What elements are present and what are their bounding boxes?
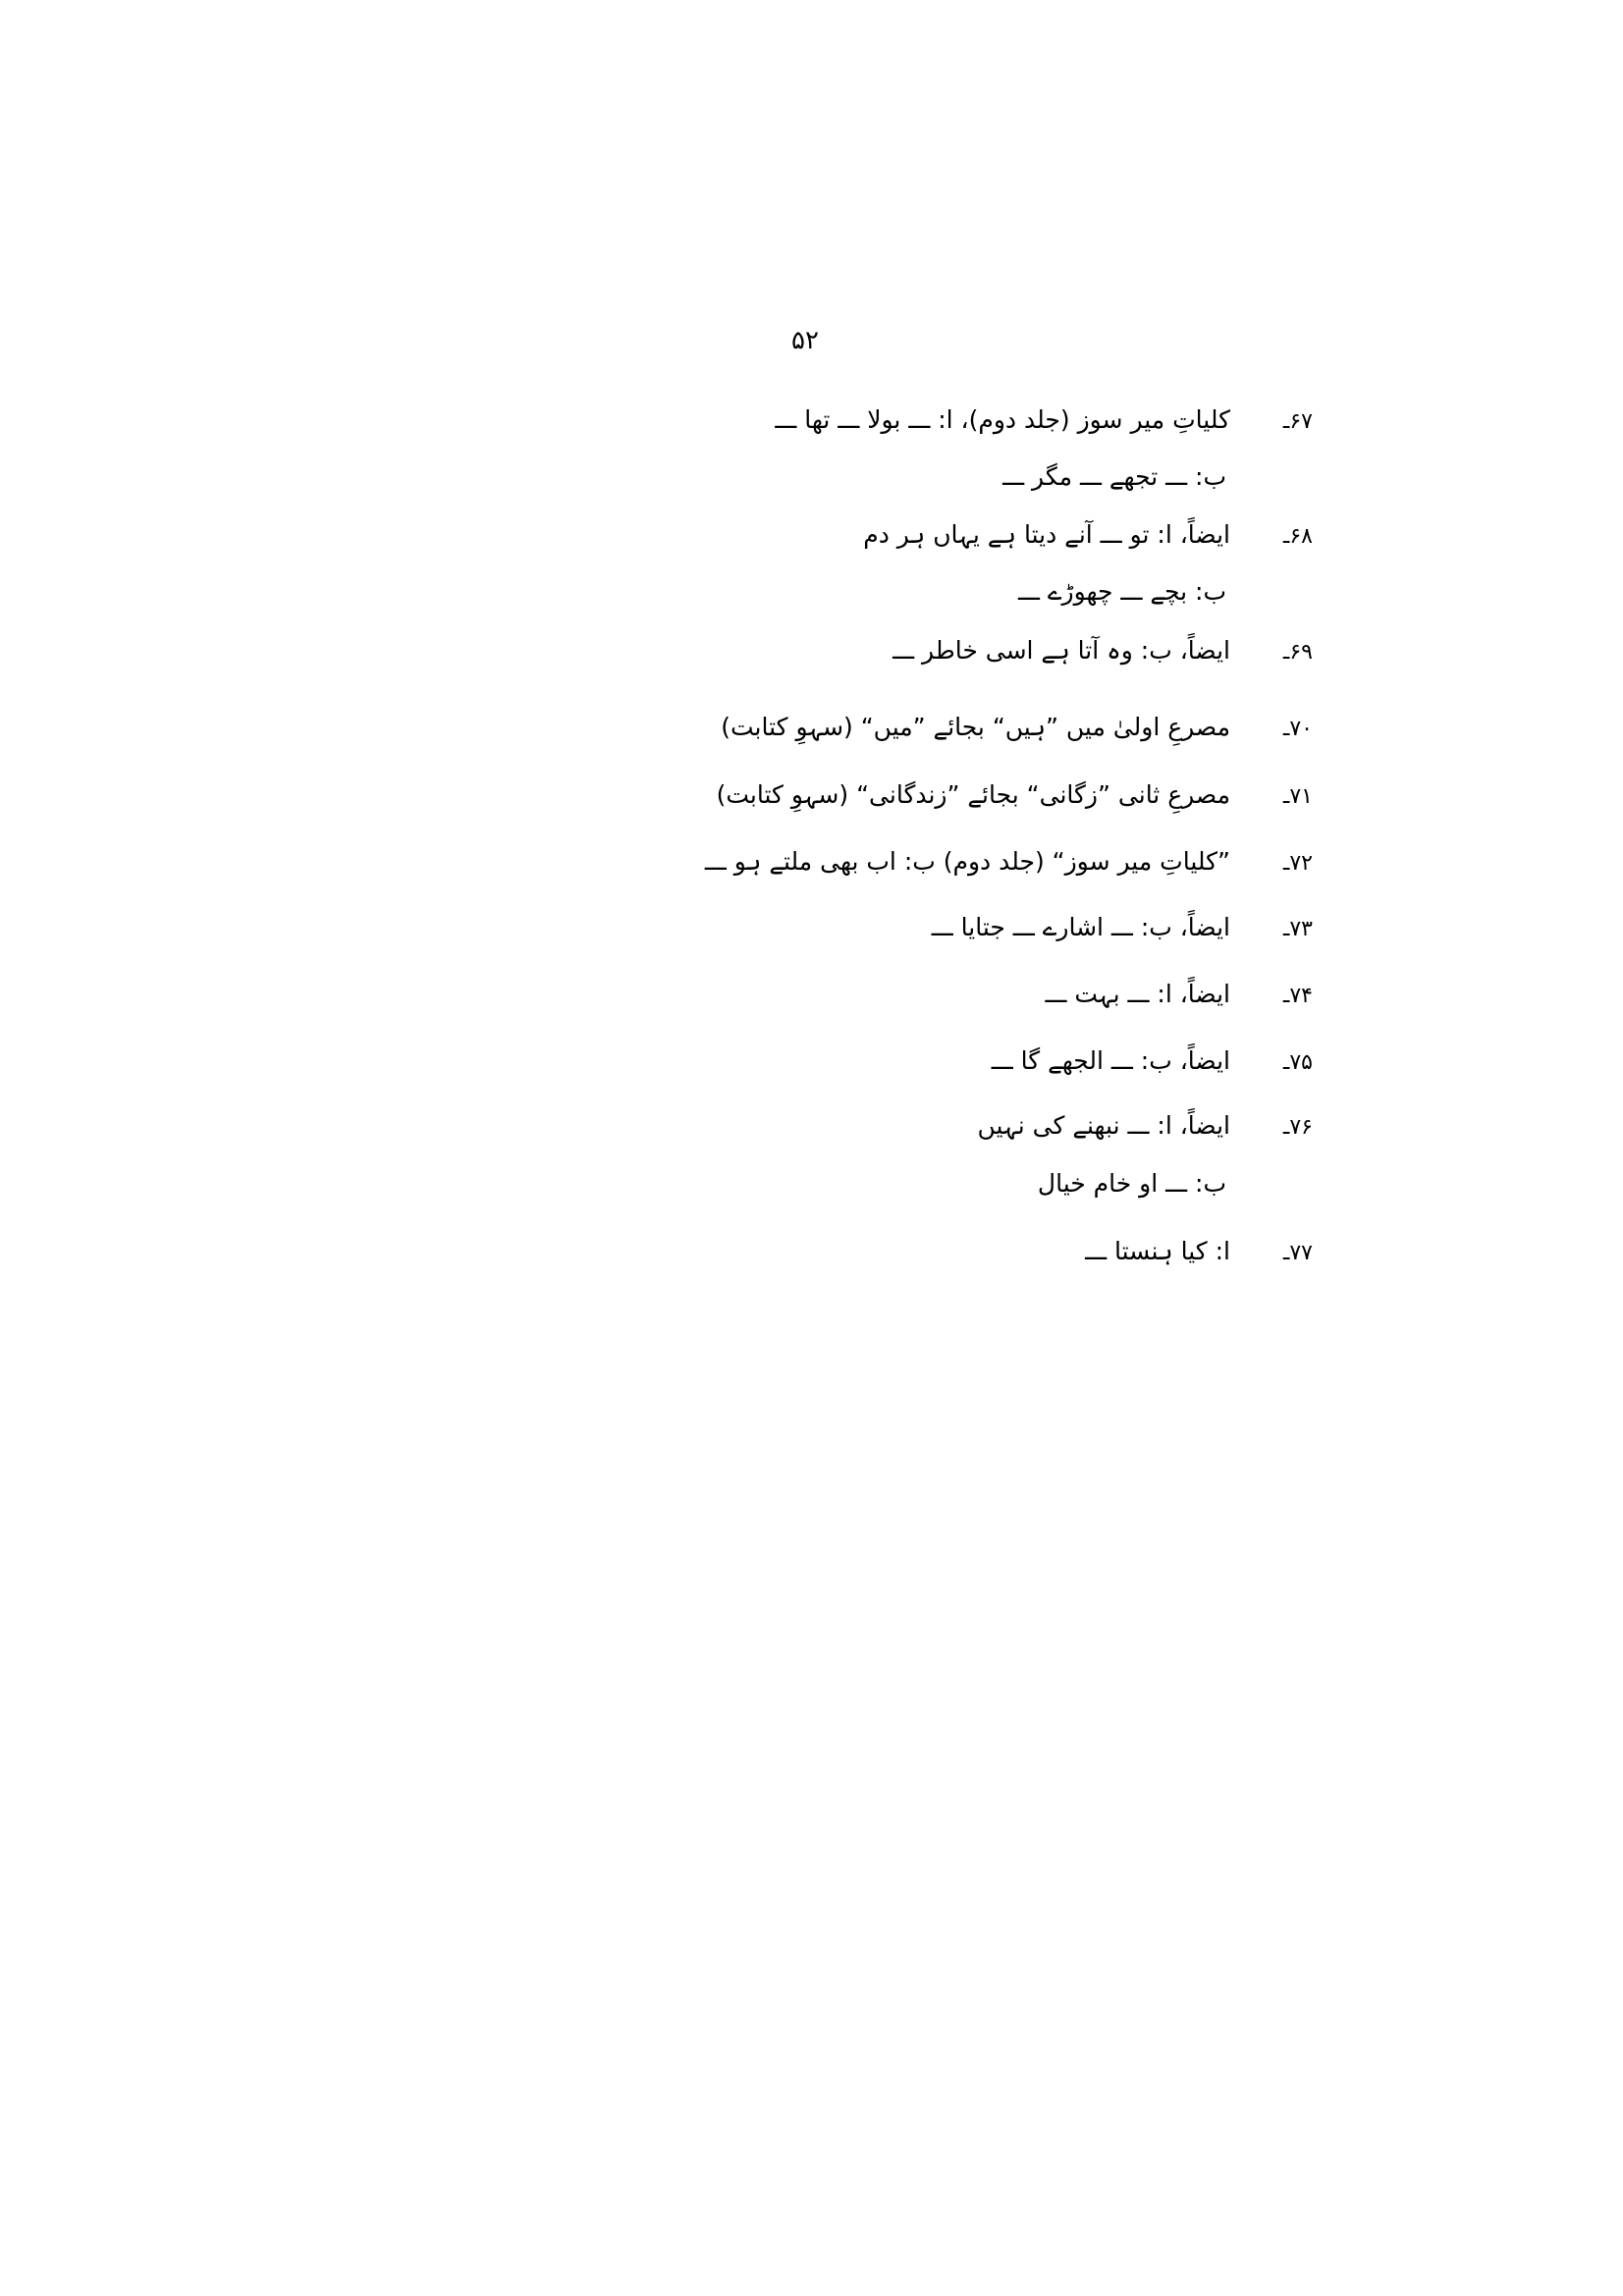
- footnote-text: مصرعِ اولیٰ میں ”ہیں“ بجائے ”میں“ (سہوِ کتابت): [721, 713, 1230, 741]
- footnote-number: ۷۵ـ: [1282, 1050, 1313, 1075]
- footnote-77: [429, 1229, 1313, 1274]
- footnote-67: [429, 398, 1313, 443]
- footnote-74: [429, 972, 1313, 1017]
- footnote-76: [429, 1103, 1313, 1148]
- footnote-text: ایضاً، ا: ـــ نبھنے کی نہیں: [977, 1111, 1230, 1140]
- page-number: ۵۲: [791, 326, 819, 355]
- footnote-text: ب: ـــ تجھے ـــ مگر ـــ: [1002, 462, 1226, 491]
- footnote-number: ۶۸ـ: [1282, 524, 1313, 549]
- footnote-number: ۶۷ـ: [1282, 409, 1313, 434]
- footnote-69: [429, 628, 1313, 673]
- footnote-number: ۷۶ـ: [1282, 1115, 1313, 1140]
- footnote-67-continuation: [343, 454, 1226, 500]
- footnote-75: [429, 1039, 1313, 1084]
- footnote-76-continuation: [343, 1161, 1226, 1206]
- footnote-73: [429, 905, 1313, 950]
- footnote-text: ایضاً، ب: وہ آتا ہے اسی خاطر ـــ: [893, 636, 1230, 665]
- footnote-text: ایضاً، ا: ـــ بہت ـــ: [1045, 980, 1230, 1008]
- footnote-text: کلیاتِ میر سوز (جلد دوم)، ا: ـــ بولا ـــ تھا ـــ: [775, 405, 1230, 434]
- footnote-text: ”کلیاتِ میر سوز“ (جلد دوم) ب: اب بھی ملتے ہو ـــ: [704, 847, 1230, 876]
- footnote-68: [429, 512, 1313, 558]
- footnote-text: مصرعِ ثانی ”زگانی“ بجائے ”زندگانی“ (سہوِ کتابت): [716, 780, 1230, 809]
- footnote-number: ۷۷ـ: [1282, 1241, 1313, 1265]
- footnote-71: [429, 773, 1313, 818]
- footnote-text: ب: بچے ـــ چھوڑے ـــ: [1017, 577, 1226, 606]
- footnote-70: [429, 705, 1313, 750]
- footnote-number: ۷۳ـ: [1282, 917, 1313, 941]
- footnote-text: ایضاً، ا: تو ـــ آنے دیتا ہے یہاں ہر دم: [863, 520, 1230, 549]
- footnote-text: ا: کیا ہنستا ـــ: [1085, 1237, 1230, 1265]
- footnote-number: ۷۱ـ: [1282, 784, 1313, 809]
- footnote-number: ۷۰ـ: [1282, 717, 1313, 741]
- footnote-68-continuation: [343, 569, 1226, 614]
- footnote-text: ایضاً، ب: ـــ الجھے گا ـــ: [991, 1046, 1230, 1075]
- footnote-number: ۷۴ـ: [1282, 984, 1313, 1008]
- footnote-number: ۷۲ـ: [1282, 851, 1313, 876]
- footnote-text: ب: ـــ او خام خیال: [1037, 1169, 1226, 1198]
- footnote-text: ایضاً، ب: ـــ اشارے ـــ جتایا ـــ: [931, 913, 1230, 941]
- footnote-72: [429, 839, 1313, 884]
- footnote-number: ۶۹ـ: [1282, 640, 1313, 665]
